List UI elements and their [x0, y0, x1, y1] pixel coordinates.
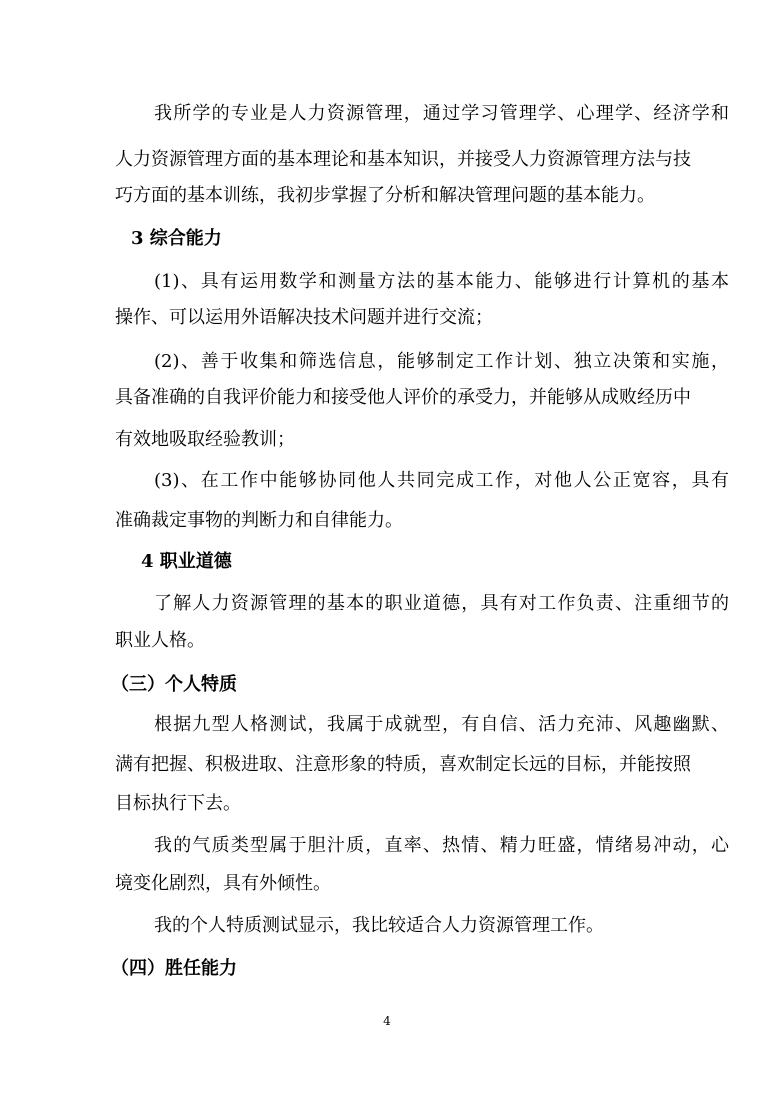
page-number: 4	[383, 1014, 391, 1028]
paragraph-line: 巧方面的基本训练，我初步掌握了分析和解决管理问题的基本能力。	[115, 185, 655, 206]
paragraph-line: 我所学的专业是人力资源管理，通过学习管理学、心理学、经济学和	[154, 103, 729, 124]
paragraph-line: 职业人格。	[115, 630, 205, 651]
paragraph-line: (2)、善于收集和筛选信息，能够制定工作计划、独立决策和实施，	[154, 351, 729, 372]
paragraph-line: 满有把握、积极进取、注意形象的特质，喜欢制定长远的目标，并能按照	[115, 754, 691, 775]
paragraph-line: 有效地吸取经验教训；	[115, 429, 295, 450]
paragraph-line: 了解人力资源管理的基本的职业道德，具有对工作负责、注重细节的	[154, 593, 729, 614]
paragraph-line: 操作、可以运用外语解决技术问题并进行交流；	[115, 307, 493, 328]
paragraph-line: 准确裁定事物的判断力和自律能力。	[115, 510, 403, 531]
section-heading: （三）个人特质	[111, 674, 237, 695]
paragraph-line: (3)、在工作中能够协同他人共同完成工作，对他人公正宽容，具有	[154, 470, 729, 491]
paragraph-line: 境变化剧烈，具有外倾性。	[115, 873, 331, 894]
paragraph-line: 根据九型人格测试，我属于成就型，有自信、活力充沛、风趣幽默、	[154, 714, 729, 735]
paragraph-line: 目标执行下去。	[115, 793, 241, 814]
paragraph-line: 人力资源管理方面的基本理论和基本知识，并接受人力资源管理方法与技	[115, 149, 691, 170]
section-heading: （四）胜任能力	[111, 958, 237, 979]
paragraph-line: 具备准确的自我评价能力和接受他人评价的承受力，并能够从成败经历中	[115, 387, 691, 408]
paragraph-line: 我的个人特质测试显示，我比较适合人力资源管理工作。	[154, 915, 604, 936]
section-heading: 3 综合能力	[131, 228, 222, 249]
paragraph-line: (1)、具有运用数学和测量方法的基本能力、能够进行计算机的基本	[154, 271, 729, 292]
section-heading: 4 职业道德	[141, 551, 232, 572]
paragraph-line: 我的气质类型属于胆汁质，直率、热情、精力旺盛，情绪易冲动，心	[154, 835, 729, 856]
